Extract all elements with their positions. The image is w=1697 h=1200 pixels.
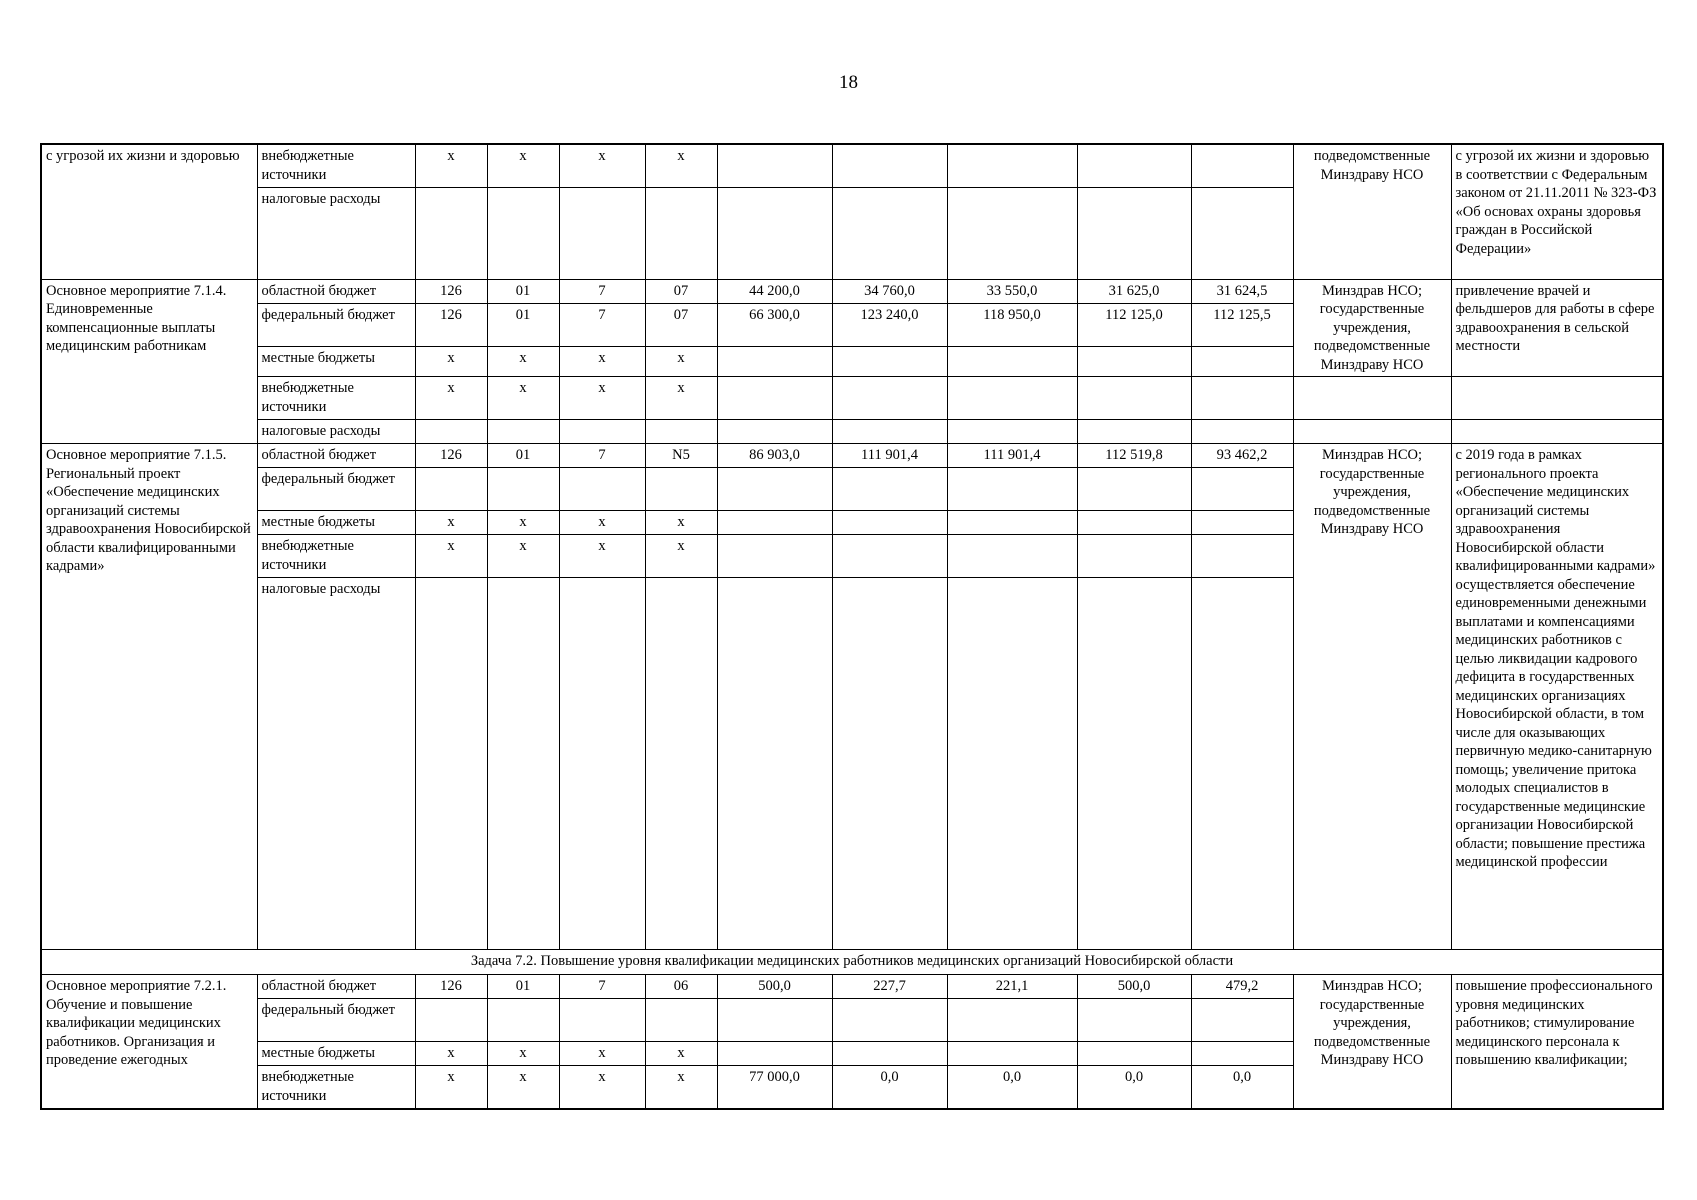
table-cell: 01 (487, 975, 559, 999)
table-cell: 111 901,4 (832, 444, 947, 468)
source-label: внебюджетные источники (257, 144, 415, 187)
table-cell: х (415, 535, 487, 578)
table-cell (832, 346, 947, 376)
table-cell (645, 999, 717, 1042)
table-cell: 0,0 (1191, 1066, 1293, 1109)
table-cell (1191, 578, 1293, 950)
table-cell (487, 468, 559, 511)
activity-name: Основное мероприятие 7.1.4. Единовременные компенсационные выплаты медицинским работникам (41, 279, 257, 444)
table-cell: х (645, 377, 717, 420)
table-cell (1077, 1042, 1191, 1066)
table-cell: 7 (559, 444, 645, 468)
table-cell: х (559, 1066, 645, 1109)
table-cell (1077, 346, 1191, 376)
executor: Минздрав НСО; государственные учреждения, подведомственные Минздраву НСО (1293, 279, 1451, 377)
expected-result: привлечение врачей и фельдшеров для работы в сфере здравоохранения в сельской местности (1451, 279, 1663, 377)
table-cell (1191, 511, 1293, 535)
program-table (40, 143, 1664, 1110)
table-cell: х (487, 1066, 559, 1109)
table-cell (1191, 377, 1293, 420)
source-label: внебюджетные источники (257, 535, 415, 578)
table-cell (717, 187, 832, 279)
table-cell: 01 (487, 279, 559, 303)
table-cell: 500,0 (1077, 975, 1191, 999)
table-cell: 126 (415, 975, 487, 999)
table-cell (1077, 511, 1191, 535)
table-cell (1191, 468, 1293, 511)
table-cell: х (415, 144, 487, 187)
table-cell (415, 578, 487, 950)
table-cell (717, 535, 832, 578)
table-cell (947, 144, 1077, 187)
table-cell (717, 346, 832, 376)
task-heading: Задача 7.2. Повышение уровня квалификации медицинских работников медицинских организаций Новосибирской области (41, 950, 1663, 975)
source-label: налоговые расходы (257, 187, 415, 279)
table-cell (487, 420, 559, 444)
executor: подведомственные Минздраву НСО (1293, 144, 1451, 279)
table-cell (1451, 377, 1663, 420)
table-cell: 31 625,0 (1077, 279, 1191, 303)
table-cell (645, 578, 717, 950)
table-cell: 112 125,5 (1191, 303, 1293, 346)
table-cell: х (415, 511, 487, 535)
table-cell: 111 901,4 (947, 444, 1077, 468)
table-cell (832, 377, 947, 420)
table-cell (832, 420, 947, 444)
table-cell (1191, 187, 1293, 279)
source-label: федеральный бюджет (257, 303, 415, 346)
table-cell: х (415, 1066, 487, 1109)
table-cell (1191, 420, 1293, 444)
table-row (41, 950, 1663, 975)
source-label: федеральный бюджет (257, 999, 415, 1042)
table-cell: N5 (645, 444, 717, 468)
table-cell: 77 000,0 (717, 1066, 832, 1109)
table-cell: х (559, 346, 645, 376)
table-cell (832, 144, 947, 187)
table-cell (717, 377, 832, 420)
table-cell: х (487, 346, 559, 376)
table-cell (1077, 999, 1191, 1042)
table-cell: 112 125,0 (1077, 303, 1191, 346)
table-cell: 01 (487, 303, 559, 346)
table-cell: х (645, 1066, 717, 1109)
source-label: федеральный бюджет (257, 468, 415, 511)
table-cell: 126 (415, 279, 487, 303)
table-cell (1191, 346, 1293, 376)
source-label: местные бюджеты (257, 511, 415, 535)
table-cell: 07 (645, 303, 717, 346)
table-cell (415, 420, 487, 444)
table-cell: 112 519,8 (1077, 444, 1191, 468)
table-cell (487, 578, 559, 950)
source-label: налоговые расходы (257, 420, 415, 444)
table-cell (947, 999, 1077, 1042)
table-cell: х (559, 377, 645, 420)
table-cell: 93 462,2 (1191, 444, 1293, 468)
table-cell (717, 1042, 832, 1066)
table-cell: х (487, 1042, 559, 1066)
source-label: областной бюджет (257, 444, 415, 468)
table-cell: 123 240,0 (832, 303, 947, 346)
table-row (41, 975, 1663, 999)
table-cell: х (487, 535, 559, 578)
table-cell: 34 760,0 (832, 279, 947, 303)
source-label: областной бюджет (257, 975, 415, 999)
table-row (41, 420, 1663, 444)
table-cell (717, 144, 832, 187)
source-label: местные бюджеты (257, 1042, 415, 1066)
table-cell (1191, 144, 1293, 187)
table-cell: 31 624,5 (1191, 279, 1293, 303)
table-cell (947, 511, 1077, 535)
table-cell: 227,7 (832, 975, 947, 999)
table-cell (487, 187, 559, 279)
source-label: областной бюджет (257, 279, 415, 303)
table-cell (1191, 1042, 1293, 1066)
source-label: внебюджетные источники (257, 377, 415, 420)
activity-name: с угрозой их жизни и здоровью (41, 144, 257, 279)
table-cell (645, 420, 717, 444)
table-cell: 7 (559, 279, 645, 303)
page-number: 18 (839, 72, 858, 93)
table-cell (947, 578, 1077, 950)
table-cell (717, 511, 832, 535)
table-cell (947, 377, 1077, 420)
table-cell: 479,2 (1191, 975, 1293, 999)
table-cell: 500,0 (717, 975, 832, 999)
table-cell (559, 999, 645, 1042)
table-cell (717, 578, 832, 950)
table-cell (717, 468, 832, 511)
table-cell: х (559, 511, 645, 535)
table-cell: 7 (559, 975, 645, 999)
table-cell (717, 999, 832, 1042)
table-cell (832, 511, 947, 535)
table-cell (1077, 578, 1191, 950)
table-row (41, 377, 1663, 420)
table-cell (717, 420, 832, 444)
table-cell: 44 200,0 (717, 279, 832, 303)
table-cell: х (559, 144, 645, 187)
table-cell: 01 (487, 444, 559, 468)
table-cell: 7 (559, 303, 645, 346)
table-cell (1293, 420, 1451, 444)
table-cell: 0,0 (947, 1066, 1077, 1109)
table-cell (1077, 377, 1191, 420)
table-cell (947, 1042, 1077, 1066)
table-cell: х (559, 1042, 645, 1066)
source-label: местные бюджеты (257, 346, 415, 376)
table-cell (415, 468, 487, 511)
expected-result: повышение профессионального уровня медицинских работников; стимулирование медицинского персонала к повышению квалификации; (1451, 975, 1663, 1109)
table-cell: х (645, 144, 717, 187)
table-cell (1191, 535, 1293, 578)
table-cell (832, 999, 947, 1042)
table-cell: х (415, 346, 487, 376)
table-cell (415, 187, 487, 279)
table-cell: 221,1 (947, 975, 1077, 999)
table-cell (487, 999, 559, 1042)
table-cell (832, 535, 947, 578)
executor: Минздрав НСО; государственные учреждения, подведомственные Минздраву НСО (1293, 444, 1451, 950)
table-cell (947, 420, 1077, 444)
table-cell (559, 468, 645, 511)
table-cell: х (487, 144, 559, 187)
table-cell (832, 1042, 947, 1066)
expected-result: с угрозой их жизни и здоровью в соответствии с Федеральным законом от 21.11.2011 № 323-ФЗ «Об основах охраны здоровья граждан в Российской Федерации» (1451, 144, 1663, 279)
table-cell: х (559, 535, 645, 578)
table-cell: 0,0 (832, 1066, 947, 1109)
table-cell: х (415, 377, 487, 420)
table-cell: 126 (415, 444, 487, 468)
table-cell: х (415, 1042, 487, 1066)
table-cell: 07 (645, 279, 717, 303)
activity-name: Основное мероприятие 7.1.5. Региональный проект «Обеспечение медицинских организаций системы здравоохранения Новосибирской области квалифицированными кадрами» (41, 444, 257, 950)
table-cell: х (487, 377, 559, 420)
table-cell: х (645, 1042, 717, 1066)
table-cell (559, 578, 645, 950)
table-cell (1077, 535, 1191, 578)
table-cell (1293, 377, 1451, 420)
table-cell: 0,0 (1077, 1066, 1191, 1109)
table-cell (947, 187, 1077, 279)
table-cell (832, 578, 947, 950)
table-cell: 86 903,0 (717, 444, 832, 468)
table-cell: 118 950,0 (947, 303, 1077, 346)
table-row (41, 444, 1663, 468)
source-label: налоговые расходы (257, 578, 415, 950)
table-cell (559, 420, 645, 444)
table-cell: х (645, 346, 717, 376)
table-cell (947, 346, 1077, 376)
executor: Минздрав НСО; государственные учреждения, подведомственные Минздраву НСО (1293, 975, 1451, 1109)
table-cell: х (645, 511, 717, 535)
table-cell (832, 468, 947, 511)
table-cell (415, 999, 487, 1042)
table-cell: х (645, 535, 717, 578)
activity-name: Основное мероприятие 7.2.1. Обучение и повышение квалификации медицинских работников. Организация и проведение ежегодных (41, 975, 257, 1109)
table-cell (947, 468, 1077, 511)
table-cell (1191, 999, 1293, 1042)
expected-result: с 2019 года в рамках регионального проекта «Обеспечение медицинских организаций системы здравоохранения Новосибирской области квалифицированными кадрами» осуществляется обеспечение единовременными денежными выплатами и компенсациями медицинских работников с целью ликвидации кадрового дефицита в государственных медицинских организациях Новосибирской области, в том числе для оказывающих первичную медико-санитарную помощь; увеличение притока молодых специалистов в государственные медицинские организации Новосибирской области; повышение престижа медицинской профессии (1451, 444, 1663, 950)
table-cell (832, 187, 947, 279)
table-cell (1077, 420, 1191, 444)
table-cell: 126 (415, 303, 487, 346)
source-label: внебюджетные источники (257, 1066, 415, 1109)
table-cell: 66 300,0 (717, 303, 832, 346)
table-cell: 06 (645, 975, 717, 999)
table-cell: х (487, 511, 559, 535)
table-cell (1451, 420, 1663, 444)
table-row (41, 279, 1663, 303)
table-cell (1077, 187, 1191, 279)
table-cell (645, 187, 717, 279)
table-cell: 33 550,0 (947, 279, 1077, 303)
table-cell (645, 468, 717, 511)
table-row (41, 144, 1663, 187)
table-cell (1077, 144, 1191, 187)
table-cell (947, 535, 1077, 578)
table-cell (559, 187, 645, 279)
table-cell (1077, 468, 1191, 511)
